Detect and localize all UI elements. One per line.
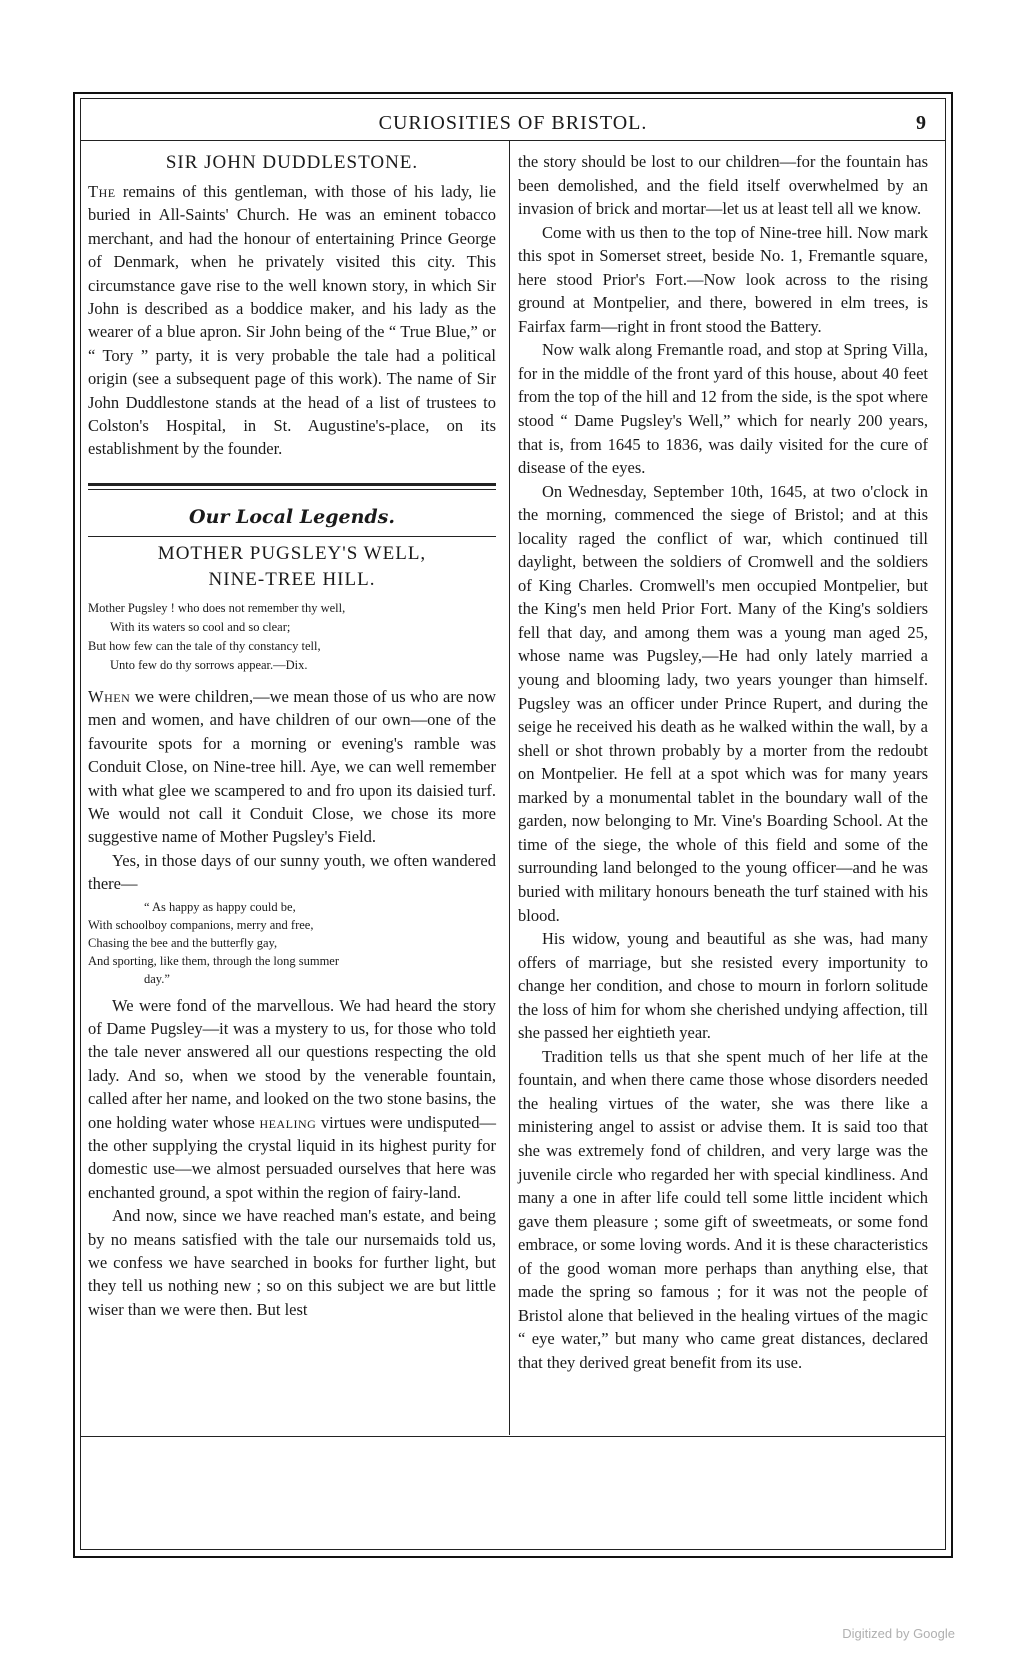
paragraph-text: we were children,—we mean those of us who are now men and women, and have children of our own—one of the favourite spots for a morning or evening's ramble was Conduit Close, on Nine-tree hill. Aye, we can well remember with what glee we scampered to and fro upon its daisied turf. We would not call it Conduit Close, we chose its more suggestive name of Mother Pugsley's Field. xyxy=(88,686,497,847)
digitization-credit: Digitized by Google xyxy=(842,1626,955,1641)
article-heading-duddlestone: SIR JOHN DUDDLESTONE. xyxy=(165,152,419,173)
section-subrule xyxy=(88,536,496,537)
section-rule xyxy=(88,483,496,490)
verse-line: Chasing the bee and the butterfly gay, xyxy=(88,935,278,950)
paragraph-text: remains of this gentleman, with those of his lady, lie buried in All-Saints' Church. He was an eminent tobacco merchant, and had the honour of entertaining Prince George of Denmark, when he privately visited this city. This circumstance gave rise to the well known story, in which Sir John is described as a boddice maker, and his lady as the wearer of a blue apron. Sir John being of the “ True Blue,” or “ Tory ” party, it is very probable the tale had a political origin (see a subsequent page of this work). The name of Sir John Duddlestone stands at the head of a list of trustees to Colston's Hospital, in St. Augustine's-place, on its establishment by the founder. xyxy=(88,182,497,459)
running-head xyxy=(82,108,944,144)
paragraph: His widow, young and beautiful as she was, had many offers of marriage, but she resisted every importunity to change her condition, and chose to mourn in forlorn solitude the loss of him for whom she cherished undying affection, till she passed her eightieth year. xyxy=(518,929,928,1043)
page-title: CURIOSITIES OF BRISTOL. xyxy=(378,112,648,134)
verse-line: Mother Pugsley ! who does not remember thy well, xyxy=(88,600,346,615)
paragraph xyxy=(88,994,496,1205)
paragraph: And now, since we have reached man's estate, and being by no means satisfied with the tale our nursemaids told us, we confess we have searched in books for further light, but they tell us nothing new ; so on this subject we are but little wiser than we were then. But lest xyxy=(88,1206,496,1319)
column-divider xyxy=(509,141,510,1435)
verse-line: Unto few do thy sorrows appear.—Dix. xyxy=(110,657,308,672)
verse-line: “ As happy as happy could be, xyxy=(144,899,296,914)
paragraph xyxy=(88,180,496,461)
verse-line: But how few can the tale of thy constancy tell, xyxy=(88,638,321,653)
right-column xyxy=(518,150,928,1374)
quoted-verse xyxy=(88,898,496,988)
page-number: 9 xyxy=(916,112,926,134)
paragraph: the story should be lost to our children—for the fountain has been demolished, and the field itself overwhelmed by an invasion of brick and mortar—let us at least tell all we know. xyxy=(518,152,928,219)
paragraph: Yes, in those days of our sunny youth, we often wandered there— xyxy=(88,850,496,894)
lead-word: When xyxy=(88,686,131,706)
verse-line: With schoolboy companions, merry and free, xyxy=(88,917,314,932)
section-title: Our Local Legends. xyxy=(189,505,395,528)
bottom-rule xyxy=(80,1436,946,1437)
paragraph-text: virtues were undisputed—the other supplying the crystal liquid in its highest purity for domestic use—we almost persuaded ourselves that here was enchanted ground, a spot within the region of fairy-land. xyxy=(88,1112,496,1202)
paragraph: Tradition tells us that she spent much of her life at the fountain, and when there came those whose disorders needed the healing virtues of the water, she was there like a ministering angel to assist or advise them. It is said too that she was extremely fond of children, and very large was the juvenile circle who regarded her with special kindliness. And many a one in after life could tell some little incident which gave them pleasure ; some gift of sweetmeats, or some fond embrace, or some loving words. And it is these characteristics of the good woman more perhaps than anything else, that made the spring so famous ; for it was not the people of Bristol alone that believed in the healing virtues of the magic “ eye water,” but many who came great distances, declared that they derived great benefit from its use. xyxy=(518,1046,928,1372)
paragraph xyxy=(88,685,496,849)
article-heading-well: MOTHER PUGSLEY'S WELL, xyxy=(157,542,427,564)
paragraph: On Wednesday, September 10th, 1645, at two o'clock in the morning, commenced the siege of Bristol; and at this locality raged the conflict of war, which continued till daylight, between the soldiers of Cromwell and the soldiers of King Charles. Cromwell's men occupied Montpelier, but the King's men held Prior Fort. Many of the King's soldiers fell that day, and among them was a young man aged 25, whose name was Pugsley,—He had only lately married a young and blooming lady, two years younger than himself. Pugsley was an officer under Prince Rupert, and during the seige he received his death as he walked within the wall, by a shell or shot thrown probably by a morter from the redoubt on Montpelier. He fell at a spot which was for many years marked by a monumental tablet in the boundary wall of the garden, now belonging to Mr. Vine's Boarding School. At the time of the siege, the whole of this field and some of the surrounding land belonged to the young officer—and he was buried with military honours beneath the turf stained with his blood. xyxy=(518,481,928,925)
epigraph-verse xyxy=(88,599,496,675)
verse-line: day.” xyxy=(144,971,170,986)
paragraph: Now walk along Fremantle road, and stop at Spring Villa, for in the middle of the front yard of this house, about 40 feet from the top of the hill and 12 from the side, is the spot where stood “ Dame Pugsley's Well,” which for nearly 200 years, that is, from 1645 to 1836, was daily visited for the cure of disease of the eyes. xyxy=(518,340,928,478)
small-caps-word: healing xyxy=(259,1112,317,1132)
article-subheading-hill: NINE-TREE HILL. xyxy=(208,568,376,590)
lead-word: The xyxy=(88,182,116,201)
paragraph-text: We were fond of the marvellous. We had heard the story of Dame Pugsley—it was a mystery to us, for those who told the tale never answered all our questions respecting the old lady. And so, when we stood by the venerable fountain, called after her name, and looked on the two stone basins, the one holding water whose xyxy=(88,995,496,1132)
verse-line: And sporting, like them, through the long summer xyxy=(88,953,340,968)
left-column xyxy=(88,150,496,1321)
paragraph: Come with us then to the top of Nine-tree hill. Now mark this spot in Somerset street, beside No. 1, Fremantle square, here stood Prior's Fort.—Now look across to the rising ground at Montpelier, and there, bowered in elm trees, is Fairfax farm—right in front stood the Battery. xyxy=(518,222,928,336)
header-rule xyxy=(80,140,946,141)
verse-line: With its waters so cool and so clear; xyxy=(110,619,291,634)
